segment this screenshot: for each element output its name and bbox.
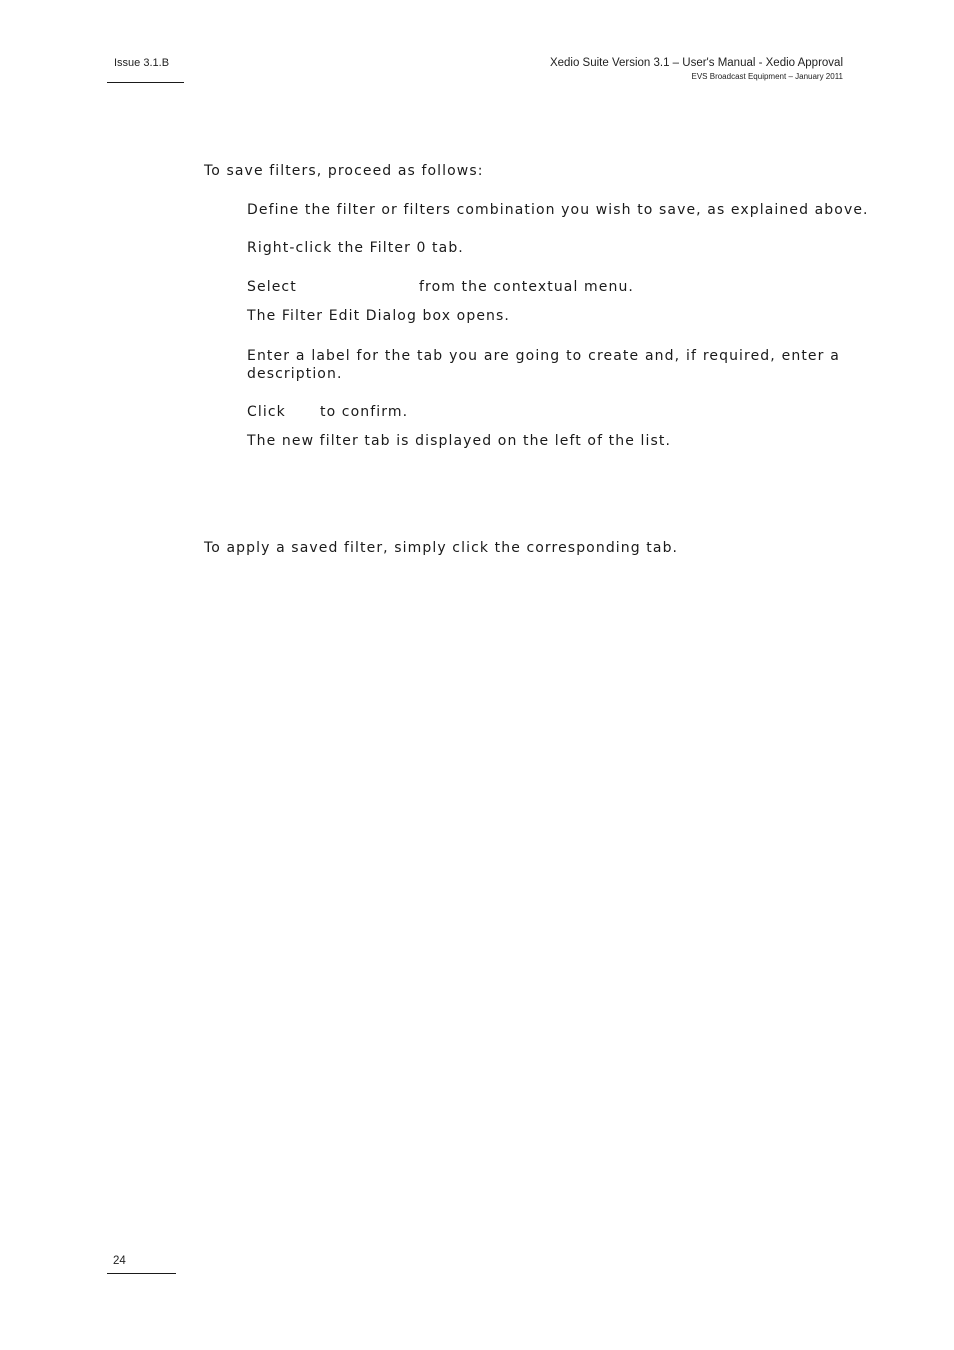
step-click-prefix: Click xyxy=(247,404,286,420)
step-select-prefix: Select xyxy=(247,279,297,295)
step-enter-label-line1: Enter a label for the tab you are going to create and, if required, enter a xyxy=(247,348,840,364)
apply-filter-paragraph: To apply a saved filter, simply click the corresponding tab. xyxy=(204,540,679,556)
document-subtitle: EVS Broadcast Equipment – January 2011 xyxy=(691,72,843,81)
step-select-suffix: from the contextual menu. xyxy=(419,279,634,295)
intro-save-paragraph: To save filters, proceed as follows: xyxy=(204,163,484,179)
step-select-result: The Filter Edit Dialog box opens. xyxy=(247,308,510,324)
step-define-filter: Define the filter or filters combination you wish to save, as explained above. xyxy=(247,202,869,218)
page-number: 24 xyxy=(113,1255,126,1267)
step-click-result: The new filter tab is displayed on the left of the list. xyxy=(247,433,672,449)
header-divider-left xyxy=(107,82,184,83)
document-title: Xedio Suite Version 3.1 – User's Manual - Xedio Approval xyxy=(549,57,843,69)
step-right-click: Right-click the Filter 0 tab. xyxy=(247,240,464,256)
footer-divider xyxy=(107,1273,176,1274)
step-click-suffix: to confirm. xyxy=(320,404,409,420)
issue-label: Issue 3.1.B xyxy=(114,57,170,69)
step-enter-label-line2: description. xyxy=(247,366,343,382)
